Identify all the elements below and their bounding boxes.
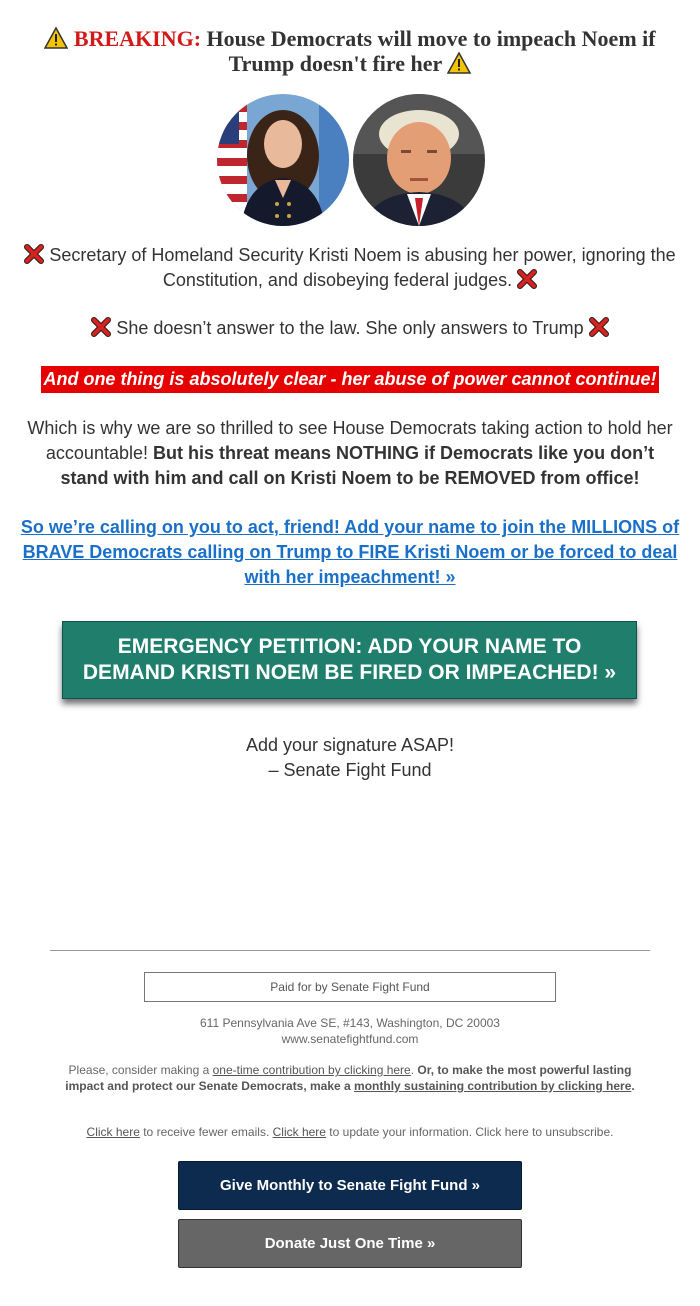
paragraph-text: Which is why we are so thrilled to see House Democrats taking action to hold her accountable! bbox=[27, 418, 673, 463]
warning-icon bbox=[44, 27, 68, 49]
contrib-mid: . bbox=[410, 1063, 418, 1077]
headline bbox=[20, 26, 680, 76]
signoff-line-2: – Senate Fight Fund bbox=[268, 760, 432, 780]
donate-one-time-button[interactable]: Donate Just One Time » bbox=[178, 1219, 522, 1268]
petition-link[interactable]: So we’re calling on you to act, friend! Add your name to join the MILLIONS of BRAVE Democrats calling on Trump to FIRE Kristi Noem or be forced to deal with her impeachment! » bbox=[20, 517, 680, 587]
fewer-emails-link[interactable]: Click here bbox=[86, 1125, 140, 1139]
footer-divider bbox=[50, 950, 650, 951]
email-preferences-line bbox=[60, 1124, 640, 1140]
paid-for-disclaimer: Paid for by Senate Fight Fund bbox=[144, 972, 556, 1002]
contrib-end: . bbox=[631, 1079, 635, 1093]
noem-photo bbox=[217, 94, 349, 226]
contrib-prefix: Please, consider making a bbox=[68, 1063, 213, 1077]
emergency-petition-button[interactable]: EMERGENCY PETITION: ADD YOUR NAME TO DEMAND KRISTI NOEM BE FIRED OR IMPEACHED! » bbox=[62, 621, 637, 699]
website: www.senatefightfund.com bbox=[281, 1032, 419, 1046]
red-x-icon bbox=[91, 317, 111, 337]
paragraph-bold-text: But his threat means NOTHING if Democrats like you don’t stand with him and call on Kristi Noem to be REMOVED from office! bbox=[60, 443, 655, 488]
one-time-contribution-link[interactable]: one-time contribution by clicking here bbox=[212, 1063, 411, 1077]
paragraph-answers-to-trump bbox=[20, 316, 680, 341]
paragraph-text: Secretary of Homeland Security Kristi Noem is abusing her power, ignoring the Constitution, and disobeying federal judges. bbox=[49, 245, 676, 290]
cta-paragraph bbox=[20, 515, 680, 590]
red-banner-row bbox=[0, 366, 700, 393]
give-monthly-button[interactable]: Give Monthly to Senate Fight Fund » bbox=[178, 1161, 522, 1210]
paragraph-text: She doesn’t answer to the law. She only answers to Trump bbox=[116, 318, 584, 338]
fewer-emails-text: to receive fewer emails. bbox=[139, 1125, 273, 1139]
update-info-link[interactable]: Click here bbox=[272, 1125, 326, 1139]
headline-text: House Democrats will move to impeach Noem if Trump doesn't fire her bbox=[206, 26, 656, 76]
warning-icon bbox=[447, 52, 471, 74]
breaking-label: BREAKING: bbox=[73, 26, 202, 51]
paragraph-noem-abuse bbox=[20, 243, 680, 293]
red-x-icon bbox=[589, 317, 609, 337]
red-banner-text: And one thing is absolutely clear - her abuse of power cannot continue! bbox=[41, 366, 658, 393]
paragraph-house-democrats bbox=[20, 416, 680, 491]
address-block bbox=[60, 1015, 640, 1047]
address: 611 Pennsylvania Ave SE, #143, Washington, DC 20003 bbox=[200, 1016, 500, 1030]
red-x-icon bbox=[517, 269, 537, 289]
signoff-line-1: Add your signature ASAP! bbox=[245, 735, 455, 755]
trump-photo bbox=[353, 94, 485, 226]
signoff bbox=[0, 733, 700, 783]
red-x-icon bbox=[24, 244, 44, 264]
monthly-contribution-link[interactable]: monthly sustaining contribution by clicking here bbox=[354, 1079, 632, 1093]
contrib-bold: Or, to make the most powerful lasting impact and protect our Senate Democrats, make a bbox=[65, 1063, 632, 1093]
portrait-photos bbox=[217, 94, 485, 226]
contribution-text bbox=[60, 1062, 640, 1094]
update-info-text: to update your information. Click here to unsubscribe. bbox=[325, 1125, 614, 1139]
